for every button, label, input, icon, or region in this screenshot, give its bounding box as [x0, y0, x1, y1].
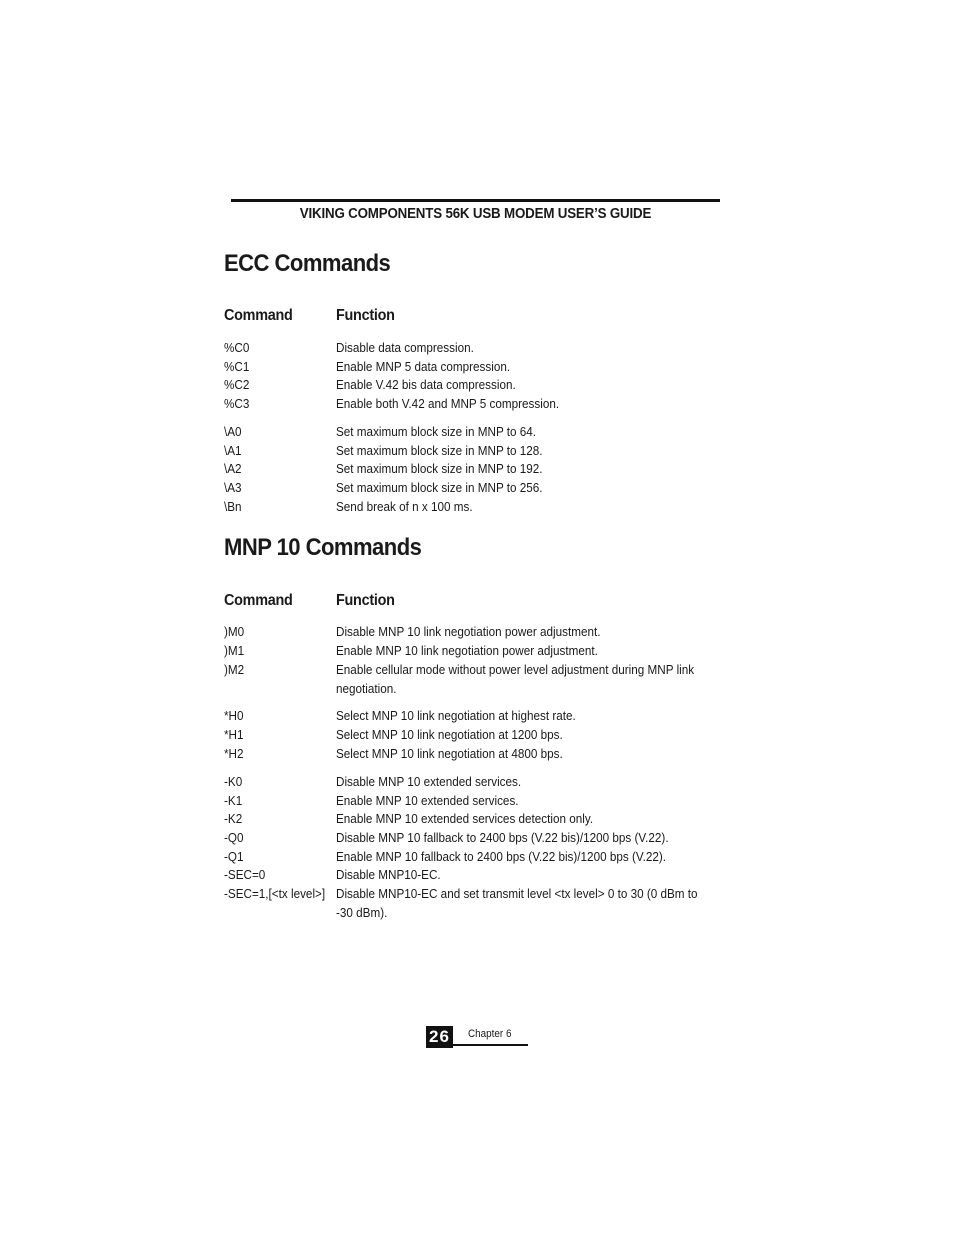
command-function: Set maximum block size in MNP to 256.: [336, 480, 543, 495]
command-function: Select MNP 10 link negotiation at 1200 bps.: [336, 727, 563, 742]
command-code: \A3: [224, 480, 242, 495]
mnp-section-title: MNP 10 Commands: [224, 534, 422, 561]
mnp-command-header: Command: [224, 592, 293, 609]
command-code: -K0: [224, 774, 243, 789]
header-rule: [231, 199, 720, 202]
command-code: *H2: [224, 746, 244, 761]
command-code: -Q0: [224, 830, 244, 845]
command-function: Enable MNP 10 extended services detection only.: [336, 811, 594, 826]
command-function: Disable MNP10-EC and set transmit level <tx level> 0 to 30 (0 dBm to -30 dBm).: [336, 886, 698, 920]
command-code: -Q1: [224, 849, 244, 864]
command-function: Enable cellular mode without power level adjustment during MNP link negotiation.: [336, 662, 695, 696]
command-code: )M0: [224, 624, 245, 639]
footer-rule: [453, 1044, 528, 1046]
command-code: %C1: [224, 359, 250, 374]
command-code: *H0: [224, 708, 244, 723]
command-function: Set maximum block size in MNP to 64.: [336, 424, 537, 439]
command-function: Enable V.42 bis data compression.: [336, 377, 516, 392]
ecc-function-header: Function: [336, 307, 395, 324]
command-function: Enable MNP 10 link negotiation power adjustment.: [336, 643, 598, 658]
command-code: \A0: [224, 424, 242, 439]
command-function: Enable MNP 5 data compression.: [336, 359, 511, 374]
command-function: Disable MNP10-EC.: [336, 867, 441, 882]
guide-title: VIKING COMPONENTS 56K USB MODEM USER’S GUIDE: [299, 206, 652, 222]
command-code: -K1: [224, 793, 243, 808]
command-function: Set maximum block size in MNP to 128.: [336, 443, 543, 458]
command-code: \Bn: [224, 499, 242, 514]
command-function: Disable data compression.: [336, 340, 474, 355]
command-function: Enable both V.42 and MNP 5 compression.: [336, 396, 560, 411]
command-code: )M2: [224, 662, 245, 677]
command-code: %C3: [224, 396, 250, 411]
ecc-section-title: ECC Commands: [224, 250, 391, 277]
ecc-command-header: Command: [224, 307, 293, 324]
chapter-label: Chapter 6: [468, 1028, 512, 1040]
command-function: Select MNP 10 link negotiation at 4800 bps.: [336, 746, 563, 761]
command-function: Disable MNP 10 fallback to 2400 bps (V.22 bis)/1200 bps (V.22).: [336, 830, 669, 845]
mnp-function-header: Function: [336, 592, 395, 609]
command-function: Set maximum block size in MNP to 192.: [336, 461, 543, 476]
command-code: -SEC=0: [224, 867, 266, 882]
command-function: Enable MNP 10 fallback to 2400 bps (V.22 bis)/1200 bps (V.22).: [336, 849, 666, 864]
command-function: Disable MNP 10 extended services.: [336, 774, 522, 789]
command-code: \A2: [224, 461, 242, 476]
command-code: *H1: [224, 727, 244, 742]
command-function: Send break of n x 100 ms.: [336, 499, 473, 514]
command-function: Disable MNP 10 link negotiation power adjustment.: [336, 624, 601, 639]
command-function: Enable MNP 10 extended services.: [336, 793, 519, 808]
command-code: -K2: [224, 811, 243, 826]
command-code: )M1: [224, 643, 245, 658]
command-code: %C2: [224, 377, 250, 392]
command-code: -SEC=1,[<tx level>]: [224, 886, 326, 901]
command-code: %C0: [224, 340, 250, 355]
command-code: \A1: [224, 443, 242, 458]
page-number: 26: [426, 1026, 453, 1048]
command-function: Select MNP 10 link negotiation at highest rate.: [336, 708, 576, 723]
